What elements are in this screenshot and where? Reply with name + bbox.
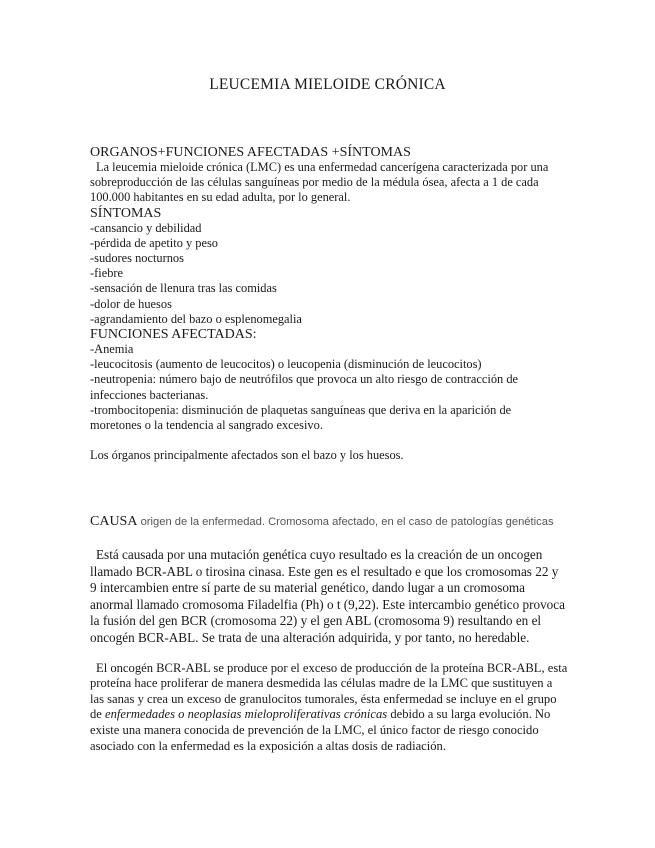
list-item: -Anemia <box>90 342 134 357</box>
section-heading: ORGANOS+FUNCIONES AFECTADAS +SÍNTOMAS <box>90 145 411 160</box>
sintomas-list <box>90 221 560 327</box>
sintomas-heading: SÍNTOMAS <box>90 205 162 221</box>
section-causa <box>90 514 568 754</box>
spacer <box>90 433 560 448</box>
list-item: -pérdida de apetito y peso <box>90 235 218 250</box>
causa-heading: CAUSA <box>90 514 138 529</box>
causa-paragraph-2 <box>90 661 568 755</box>
causa-subheading: origen de la enfermedad. Cromosoma afectado, en el caso de patologías genéticas <box>140 516 554 528</box>
list-item: -dolor de huesos <box>90 296 172 311</box>
list-item: -trombocitopenia: disminución de plaquetas sanguíneas que deriva en la aparición de moretones o la tendencia al sangrado excesivo. <box>90 402 512 433</box>
causa-paragraph-1: Está causada por una mutación genética cuyo resultado es la creación de un oncogen llamado BCR-ABL o tirosina cinasa. Este gen es el resultado e que los cromosomas 22 y 9 intercambien entre sí parte de su material genético, dando lugar a un cromosoma anormal llamado cromosoma Filadelfia (Ph) o t (9,22). Este intercambio genético provoca la fusión del gen BCR (cromosoma 22) y el gen ABL (cromosoma 9) resultando en el oncogén BCR-ABL. Se trata de una alteración adquirida, y por tanto, no heredable. <box>90 547 565 645</box>
list-item: -sudores nocturnos <box>90 251 184 266</box>
list-item: -sensación de llenura tras las comidas <box>90 281 277 296</box>
intro-paragraph: La leucemia mieloide crónica (LMC) es una enfermedad cancerígena caracterizada por una sobreproducción de las células sanguíneas por medio de la médula ósea, afecta a 1 de cada 100.000 habitantes en su edad adulta, por lo general. <box>90 160 549 205</box>
list-item: -fiebre <box>90 266 124 281</box>
causa-heading-block <box>90 514 568 530</box>
funciones-list <box>90 342 560 433</box>
paragraph-text: debido a su larga evolución. No existe una manera conocida de prevención de la LMC, el único factor de riesgo conocido asociado con la enfermedad es la exposición a altas dosis de radiación. <box>90 707 551 753</box>
list-item: -neutropenia: número bajo de neutrófilos que provoca un alto riesgo de contracción de infecciones bacterianas. <box>90 372 519 402</box>
list-item: -leucocitosis (aumento de leucocitos) o leucopenia (disminución de leucocitos) <box>90 357 482 372</box>
funciones-heading: FUNCIONES AFECTADAS: <box>90 327 257 343</box>
organos-paragraph: Los órganos principalmente afectados son el bazo y los huesos. <box>90 448 404 463</box>
paragraph-text: El oncogén BCR-ABL se produce por el exceso de producción de la proteína BCR-ABL, esta proteína hace proliferar de manera desmedida las células madre de la LMC que sustituyen a las sanas y crea un exceso de granulocitos tumorales, ésta enfermedad se incluye en el grupo de <box>90 660 568 722</box>
section-organos-sintomas <box>90 145 560 463</box>
italic-term: enfermedades o neoplasias mieloproliferativas crónicas <box>105 707 388 722</box>
list-item: -cansancio y debilidad <box>90 220 202 235</box>
document-title: LEUCEMIA MIELOIDE CRÓNICA <box>209 76 446 93</box>
list-item: -agrandamiento del bazo o esplenomegalia <box>90 311 302 326</box>
